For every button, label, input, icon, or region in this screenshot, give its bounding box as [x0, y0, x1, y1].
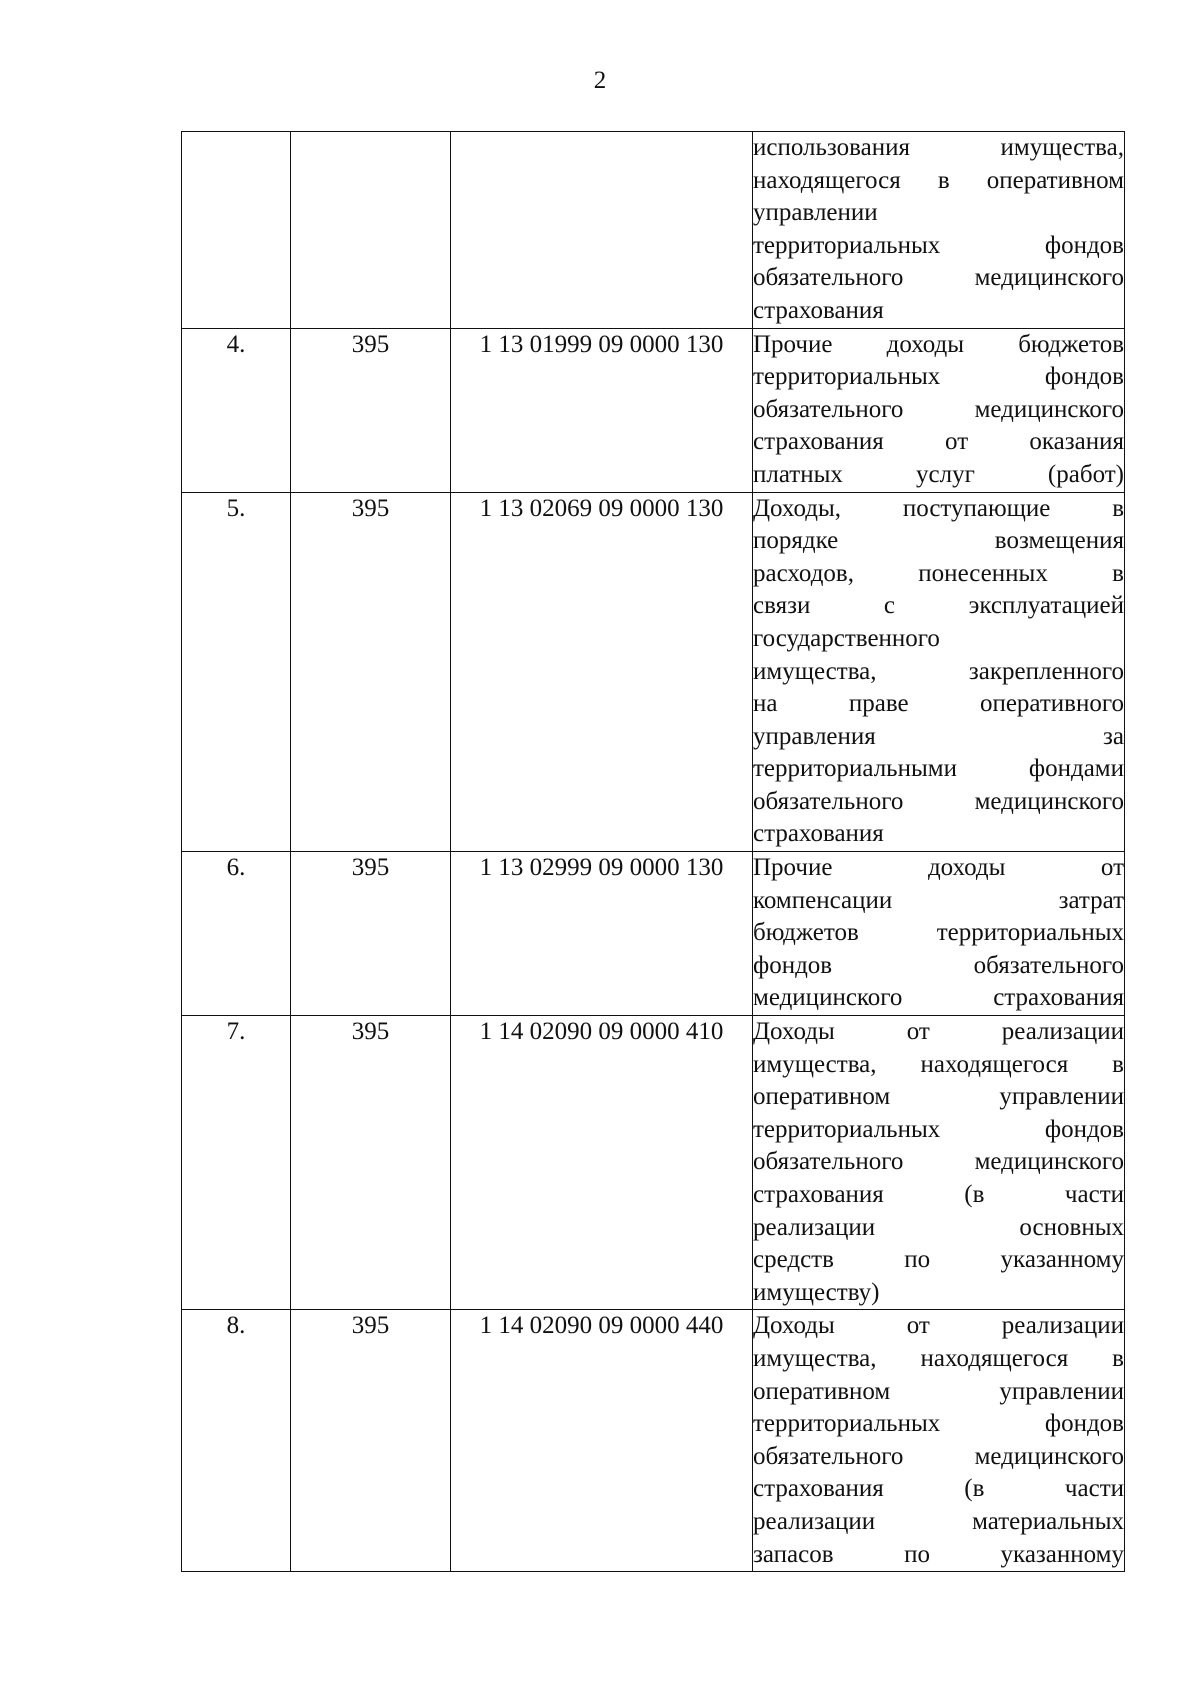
revenue-name-line: запасов по указанному	[753, 1540, 1124, 1568]
budget-classification-code-cell	[451, 132, 753, 329]
revenue-name-cell	[753, 328, 1125, 492]
revenue-name-line: территориальных фондов	[753, 231, 1124, 259]
administrator-code-cell	[291, 132, 451, 329]
revenue-name-line: реализации материальных	[753, 1507, 1124, 1535]
revenue-name-line: оперативном управлении	[753, 1083, 1124, 1111]
budget-classification-code-cell: 1 13 02069 09 0000 130	[451, 492, 753, 852]
revenue-name-line: управлении	[753, 199, 878, 227]
revenue-name-line: обязательного медицинского	[753, 1442, 1124, 1470]
revenue-name-line: компенсации затрат	[753, 886, 1124, 914]
revenue-name-line: страхования от оказания	[753, 428, 1124, 456]
row-number-cell: 6.	[182, 852, 291, 1016]
revenue-name-line: обязательного медицинского	[753, 787, 1124, 815]
administrator-code-cell: 395	[291, 1016, 451, 1310]
revenue-name-line: на праве оперативного	[753, 690, 1124, 718]
revenue-name-line: Доходы, поступающие в	[753, 494, 1124, 522]
administrator-code-cell: 395	[291, 492, 451, 852]
revenue-codes-table	[181, 131, 1125, 1572]
revenue-name-line: имущества, находящегося в	[753, 1050, 1124, 1078]
table-row	[182, 492, 1125, 852]
revenue-name-line: Доходы от реализации	[753, 1312, 1124, 1340]
row-number-cell	[182, 132, 291, 329]
revenue-name-line: медицинского страхования	[753, 984, 1124, 1012]
revenue-name-cell	[753, 1016, 1125, 1310]
table-row	[182, 132, 1125, 329]
revenue-name-line: фондов обязательного	[753, 951, 1124, 979]
table-body	[182, 132, 1125, 1572]
budget-classification-code-cell: 1 13 02999 09 0000 130	[451, 852, 753, 1016]
revenue-name-line: использования имущества,	[753, 134, 1124, 161]
revenue-name-line: платных услуг (работ)	[753, 460, 1124, 488]
row-number-cell: 4.	[182, 328, 291, 492]
row-number-cell: 7.	[182, 1016, 291, 1310]
revenue-name-line: Прочие доходы бюджетов	[753, 330, 1124, 358]
administrator-code-cell: 395	[291, 852, 451, 1016]
revenue-name-cell	[753, 492, 1125, 852]
table-row	[182, 1016, 1125, 1310]
page-number: 2	[593, 67, 607, 94]
revenue-name-line: имуществу)	[753, 1278, 880, 1306]
revenue-name-line: находящегося в оперативном	[753, 166, 1124, 194]
revenue-name-line: территориальных фондов	[753, 1410, 1124, 1438]
table-row	[182, 852, 1125, 1016]
budget-classification-code-cell: 1 14 02090 09 0000 440	[451, 1310, 753, 1572]
table-row	[182, 328, 1125, 492]
revenue-name-line: территориальных фондов	[753, 1115, 1124, 1143]
revenue-name-line: государственного	[753, 624, 940, 652]
revenue-name-line: Доходы от реализации	[753, 1018, 1124, 1046]
revenue-name-line: территориальными фондами	[753, 755, 1124, 783]
revenue-name-line: имущества, находящегося в	[753, 1344, 1124, 1372]
revenue-name-cell	[753, 1310, 1125, 1572]
revenue-name-line: средств по указанному	[753, 1246, 1124, 1274]
revenue-name-line: страхования (в части	[753, 1181, 1124, 1208]
table-row	[182, 1310, 1125, 1572]
budget-classification-code-cell: 1 14 02090 09 0000 410	[451, 1016, 753, 1310]
administrator-code-cell: 395	[291, 1310, 451, 1572]
revenue-name-line: обязательного медицинского	[753, 395, 1124, 423]
row-number-cell: 5.	[182, 492, 291, 852]
budget-classification-code-cell: 1 13 01999 09 0000 130	[451, 328, 753, 492]
revenue-name-line: обязательного медицинского	[753, 1148, 1124, 1176]
revenue-name-line: территориальных фондов	[753, 363, 1124, 391]
revenue-name-line: расходов, понесенных в	[753, 559, 1124, 587]
revenue-name-line: Прочие доходы от	[753, 854, 1124, 882]
revenue-name-line: обязательного медицинского	[753, 264, 1124, 292]
revenue-name-line: страхования	[753, 296, 884, 324]
revenue-name-line: порядке возмещения	[753, 527, 1124, 555]
revenue-name-line: страхования	[753, 820, 884, 848]
revenue-name-line: оперативном управлении	[753, 1377, 1124, 1405]
administrator-code-cell: 395	[291, 328, 451, 492]
revenue-name-line: бюджетов территориальных	[753, 919, 1124, 947]
revenue-name-cell	[753, 852, 1125, 1016]
revenue-name-line: реализации основных	[753, 1213, 1124, 1241]
revenue-name-line: имущества, закрепленного	[753, 657, 1124, 685]
revenue-name-cell	[753, 132, 1125, 329]
revenue-name-line: связи с эксплуатацией	[753, 592, 1124, 620]
row-number-cell: 8.	[182, 1310, 291, 1572]
revenue-name-line: страхования (в части	[753, 1475, 1124, 1503]
revenue-name-line: управления за	[753, 722, 1124, 750]
